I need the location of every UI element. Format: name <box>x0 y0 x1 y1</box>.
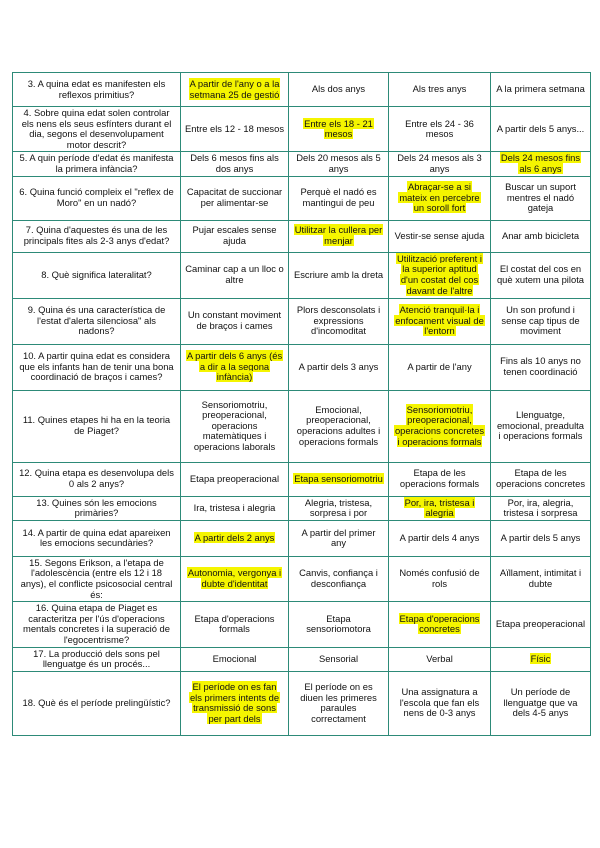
question-row <box>13 73 591 107</box>
answer-cell <box>389 556 491 601</box>
question-cell <box>13 602 181 647</box>
answer-text: A partir dels 5 anys... <box>496 122 585 134</box>
answer-cell <box>389 252 491 298</box>
question-cell <box>13 671 181 735</box>
answer-text: Dels 24 mesos als 3 anys <box>397 152 482 174</box>
question-text: 14. A partir de quina edat apareixen les emocions secundàries? <box>22 526 171 549</box>
answer-text: A la primera setmana <box>496 83 585 95</box>
answer-text: Només confusió de rols <box>399 567 480 589</box>
answer-cell <box>181 107 289 152</box>
answer-text-highlighted: Utilitzar la cullera per menjar <box>294 224 383 247</box>
answer-text-highlighted: Atenció tranquil·la i enfocament visual de l'entorn <box>395 304 484 337</box>
answer-cell <box>389 520 491 556</box>
answer-text-highlighted: Etapa sensoriomotriu <box>294 472 383 484</box>
answer-cell <box>389 220 491 252</box>
question-text: 17. La producció dels sons pel llenguatge és un procés... <box>33 647 160 670</box>
question-row <box>13 671 591 735</box>
question-cell <box>13 390 181 462</box>
question-cell <box>13 73 181 107</box>
answer-cell <box>491 252 591 298</box>
answer-cell <box>491 73 591 107</box>
answer-text: Capacitat de succionar per alimentar-se <box>186 186 283 209</box>
answer-cell <box>289 176 389 220</box>
answer-text-highlighted: Entre els 18 - 21 mesos <box>304 117 373 140</box>
quiz-table <box>12 72 591 736</box>
answer-cell <box>389 647 491 671</box>
answer-text: Emocional, preoperacional, operacions adultes i operacions formals <box>296 403 381 447</box>
question-text: 18. Què és el període prelingüístic? <box>22 696 171 708</box>
answer-cell <box>289 152 389 176</box>
question-cell <box>13 520 181 556</box>
question-row <box>13 252 591 298</box>
answer-text-highlighted: Etapa d'operacions concretes <box>399 612 480 635</box>
answer-text: El període on es diuen les primeres paraules correctament <box>300 681 377 724</box>
question-row <box>13 462 591 496</box>
question-row <box>13 176 591 220</box>
answer-text: Etapa sensoriomotora <box>306 612 371 635</box>
answer-text: Pujar escales sense ajuda <box>192 224 277 247</box>
question-cell <box>13 107 181 152</box>
answer-text: Etapa de les operacions concretes <box>495 467 586 490</box>
question-row <box>13 602 591 647</box>
answer-cell <box>289 252 389 298</box>
question-row <box>13 390 591 462</box>
answer-text: Plors desconsolats i expressions d'incomoditat <box>296 304 381 337</box>
answer-text-highlighted: Por, ira, tristesa i alegria <box>404 496 475 519</box>
answer-cell <box>491 602 591 647</box>
question-row <box>13 107 591 152</box>
answer-cell <box>181 462 289 496</box>
answer-text: Un període de llenguatge que va dels 4-5 anys <box>503 686 578 719</box>
answer-text-highlighted: Dels 24 mesos fins als 6 anys <box>500 152 581 174</box>
answer-cell <box>491 462 591 496</box>
answer-cell <box>491 298 591 344</box>
answer-text-highlighted: Utilització preferent i la superior aptitud d'un costat del cos davant de l'altre <box>397 252 482 296</box>
question-text: 9. Quina és una característica de l'estat d'alerta silenciosa" als nadons? <box>27 304 166 337</box>
answer-text: Etapa d'operacions formals <box>194 612 275 635</box>
answer-text: Perquè el nadó es mantingui de peu <box>300 186 377 209</box>
question-cell <box>13 220 181 252</box>
answer-text: A partir del primer any <box>301 526 376 549</box>
answer-cell <box>389 152 491 176</box>
answer-text: A partir de l'any <box>407 360 472 372</box>
answer-cell <box>491 556 591 601</box>
question-row <box>13 220 591 252</box>
answer-cell <box>289 496 389 520</box>
question-row <box>13 647 591 671</box>
question-cell <box>13 556 181 601</box>
answer-text: Entre els 24 - 36 mesos <box>405 117 474 140</box>
answer-cell <box>181 176 289 220</box>
answer-cell <box>389 73 491 107</box>
answer-cell <box>389 462 491 496</box>
answer-cell <box>389 390 491 462</box>
question-text: 7. Quina d'aquestes és una de les principals fites als 2-3 anys d'edat? <box>23 224 170 247</box>
answer-cell <box>181 220 289 252</box>
answer-cell <box>491 671 591 735</box>
answer-cell <box>289 107 389 152</box>
answer-text: Etapa preoperacional <box>189 472 280 484</box>
question-text: 6. Quina funció compleix el "reflex de Moro" en un nadó? <box>19 186 174 209</box>
answer-cell <box>491 152 591 176</box>
answer-cell <box>181 520 289 556</box>
answer-text: Aïllament, intimitat i dubte <box>499 567 582 589</box>
answer-text: Un son profund i sense cap tipus de moviment <box>501 304 580 337</box>
answer-cell <box>181 496 289 520</box>
answer-cell <box>389 671 491 735</box>
answer-cell <box>491 176 591 220</box>
question-row <box>13 496 591 520</box>
question-text: 4. Sobre quina edat solen controlar els nens els seus esfínters durant el dia, segons el desenvolupament motor descrit? <box>21 107 172 150</box>
answer-text: Por, ira, alegria, tristesa i sorpresa <box>503 496 578 519</box>
question-cell <box>13 252 181 298</box>
answer-cell <box>181 602 289 647</box>
answer-cell <box>181 298 289 344</box>
question-cell <box>13 152 181 176</box>
answer-cell <box>289 73 389 107</box>
answer-text: Escriure amb la dreta <box>293 268 384 280</box>
answer-cell <box>289 602 389 647</box>
question-row <box>13 344 591 390</box>
question-cell <box>13 298 181 344</box>
answer-text: Entre els 12 - 18 mesos <box>185 122 285 134</box>
answer-text: Alegria, tristesa, sorpresa i por <box>304 496 373 519</box>
answer-text: Buscar un suport mentres el nadó gateja <box>505 181 576 214</box>
answer-text-highlighted: Abraçar-se a si mateix en percebre un soroll fort <box>399 181 480 214</box>
answer-cell <box>289 647 389 671</box>
answer-text: Dels 20 mesos als 5 anys <box>296 152 381 174</box>
answer-text: Dels 6 mesos fins als dos anys <box>190 152 279 174</box>
answer-cell <box>389 107 491 152</box>
answer-cell <box>491 647 591 671</box>
answer-text-highlighted: El període on es fan els primers intents de transmissió de sons per part dels <box>189 681 280 724</box>
answer-cell <box>491 344 591 390</box>
answer-text: Llenguatge, emocional, preadulta i operacions formals <box>496 409 585 442</box>
answer-cell <box>289 390 389 462</box>
answer-text-highlighted: Sensoriomotriu, preoperacional, operacions concretes i operacions formals <box>394 403 485 447</box>
answer-cell <box>181 556 289 601</box>
answer-cell <box>389 176 491 220</box>
answer-text: Caminar cap a un lloc o altre <box>185 263 284 286</box>
question-row <box>13 298 591 344</box>
question-text: 16. Quina etapa de Piaget es caracteritza per l'ús d'operacions mentals concretes i la superació de l'egocentrisme? <box>23 602 170 645</box>
answer-text: Canvis, confiança i desconfiança <box>299 567 378 589</box>
answer-cell <box>289 298 389 344</box>
question-text: 15. Segons Erikson, a l'etapa de l'adolescència (entre els 12 i 18 anys), el conflicte psicosocial central és: <box>20 556 173 600</box>
answer-cell <box>389 344 491 390</box>
answer-cell <box>389 602 491 647</box>
answer-cell <box>181 73 289 107</box>
question-text: 3. A quina edat es manifesten els reflexos primitius? <box>27 77 166 100</box>
answer-text-highlighted: A partir dels 2 anys <box>194 531 275 543</box>
answer-cell <box>289 520 389 556</box>
answer-text: Verbal <box>426 652 453 664</box>
question-text: 10. A partir quina edat es considera que els infants han de tenir una bona coordinació de braços i cames? <box>19 350 174 383</box>
answer-cell <box>181 647 289 671</box>
answer-cell <box>289 556 389 601</box>
question-cell <box>13 176 181 220</box>
question-text: 8. Què significa lateralitat? <box>41 268 152 280</box>
answer-cell <box>181 390 289 462</box>
answer-cell <box>289 671 389 735</box>
answer-text: Vestir-se sense ajuda <box>394 229 485 241</box>
answer-text: Sensorial <box>318 652 359 664</box>
answer-cell <box>181 671 289 735</box>
answer-text: Una assignatura a l'escola que fan els nens de 0-3 anys <box>399 686 480 719</box>
answer-cell <box>181 152 289 176</box>
question-text: 13. Quines són les emocions primàries? <box>36 496 157 519</box>
answer-text-highlighted: Autonomia, vergonya i dubte d'identitat <box>187 567 282 589</box>
question-text: 5. A quin període d'edat és manifesta la primera infància? <box>19 152 174 174</box>
answer-cell <box>491 496 591 520</box>
question-cell <box>13 496 181 520</box>
answer-cell <box>491 520 591 556</box>
answer-text: A partir dels 4 anys <box>399 531 480 543</box>
answer-text: Un constant moviment de braços i cames <box>187 309 282 332</box>
question-text: 12. Quina etapa es desenvolupa dels 0 als 2 anys? <box>19 467 174 490</box>
answer-cell <box>181 252 289 298</box>
answer-text: A partir dels 5 anys <box>500 531 581 543</box>
question-cell <box>13 344 181 390</box>
answer-text: Als dos anys <box>311 83 366 95</box>
answer-text-highlighted: Físic <box>530 652 551 664</box>
answer-cell <box>289 220 389 252</box>
answer-cell <box>491 107 591 152</box>
answer-text: Emocional <box>212 652 257 664</box>
answer-cell <box>491 220 591 252</box>
answer-cell <box>389 496 491 520</box>
answer-text: El costat del cos en què xutem una pilota <box>496 263 585 286</box>
question-cell <box>13 462 181 496</box>
answer-text: Sensoriomotriu, preoperacional, operacions matemàtiques i operacions laborals <box>193 398 276 452</box>
answer-text: Als tres anys <box>412 83 467 95</box>
answer-cell <box>491 390 591 462</box>
answer-text-highlighted: A partir de l'any o a la setmana 25 de gestió <box>189 77 280 100</box>
question-row <box>13 556 591 601</box>
answer-cell <box>181 344 289 390</box>
quiz-table-body <box>13 73 591 736</box>
answer-text: Anar amb bicicleta <box>501 229 580 241</box>
answer-cell <box>389 298 491 344</box>
answer-text: Ira, tristesa i alegria <box>193 501 276 513</box>
question-text: 11. Quines etapes hi ha en la teoria de Piaget? <box>22 414 171 437</box>
answer-text: Etapa preoperacional <box>495 618 586 630</box>
answer-cell <box>289 344 389 390</box>
question-row <box>13 520 591 556</box>
question-row <box>13 152 591 176</box>
answer-text: A partir dels 3 anys <box>298 360 379 372</box>
question-cell <box>13 647 181 671</box>
answer-text: Etapa de les operacions formals <box>399 467 480 490</box>
answer-text-highlighted: A partir dels 6 anys (és a dir a la segona infància) <box>186 350 283 383</box>
answer-cell <box>289 462 389 496</box>
answer-text: Fins als 10 anys no tenen coordinació <box>500 355 581 378</box>
